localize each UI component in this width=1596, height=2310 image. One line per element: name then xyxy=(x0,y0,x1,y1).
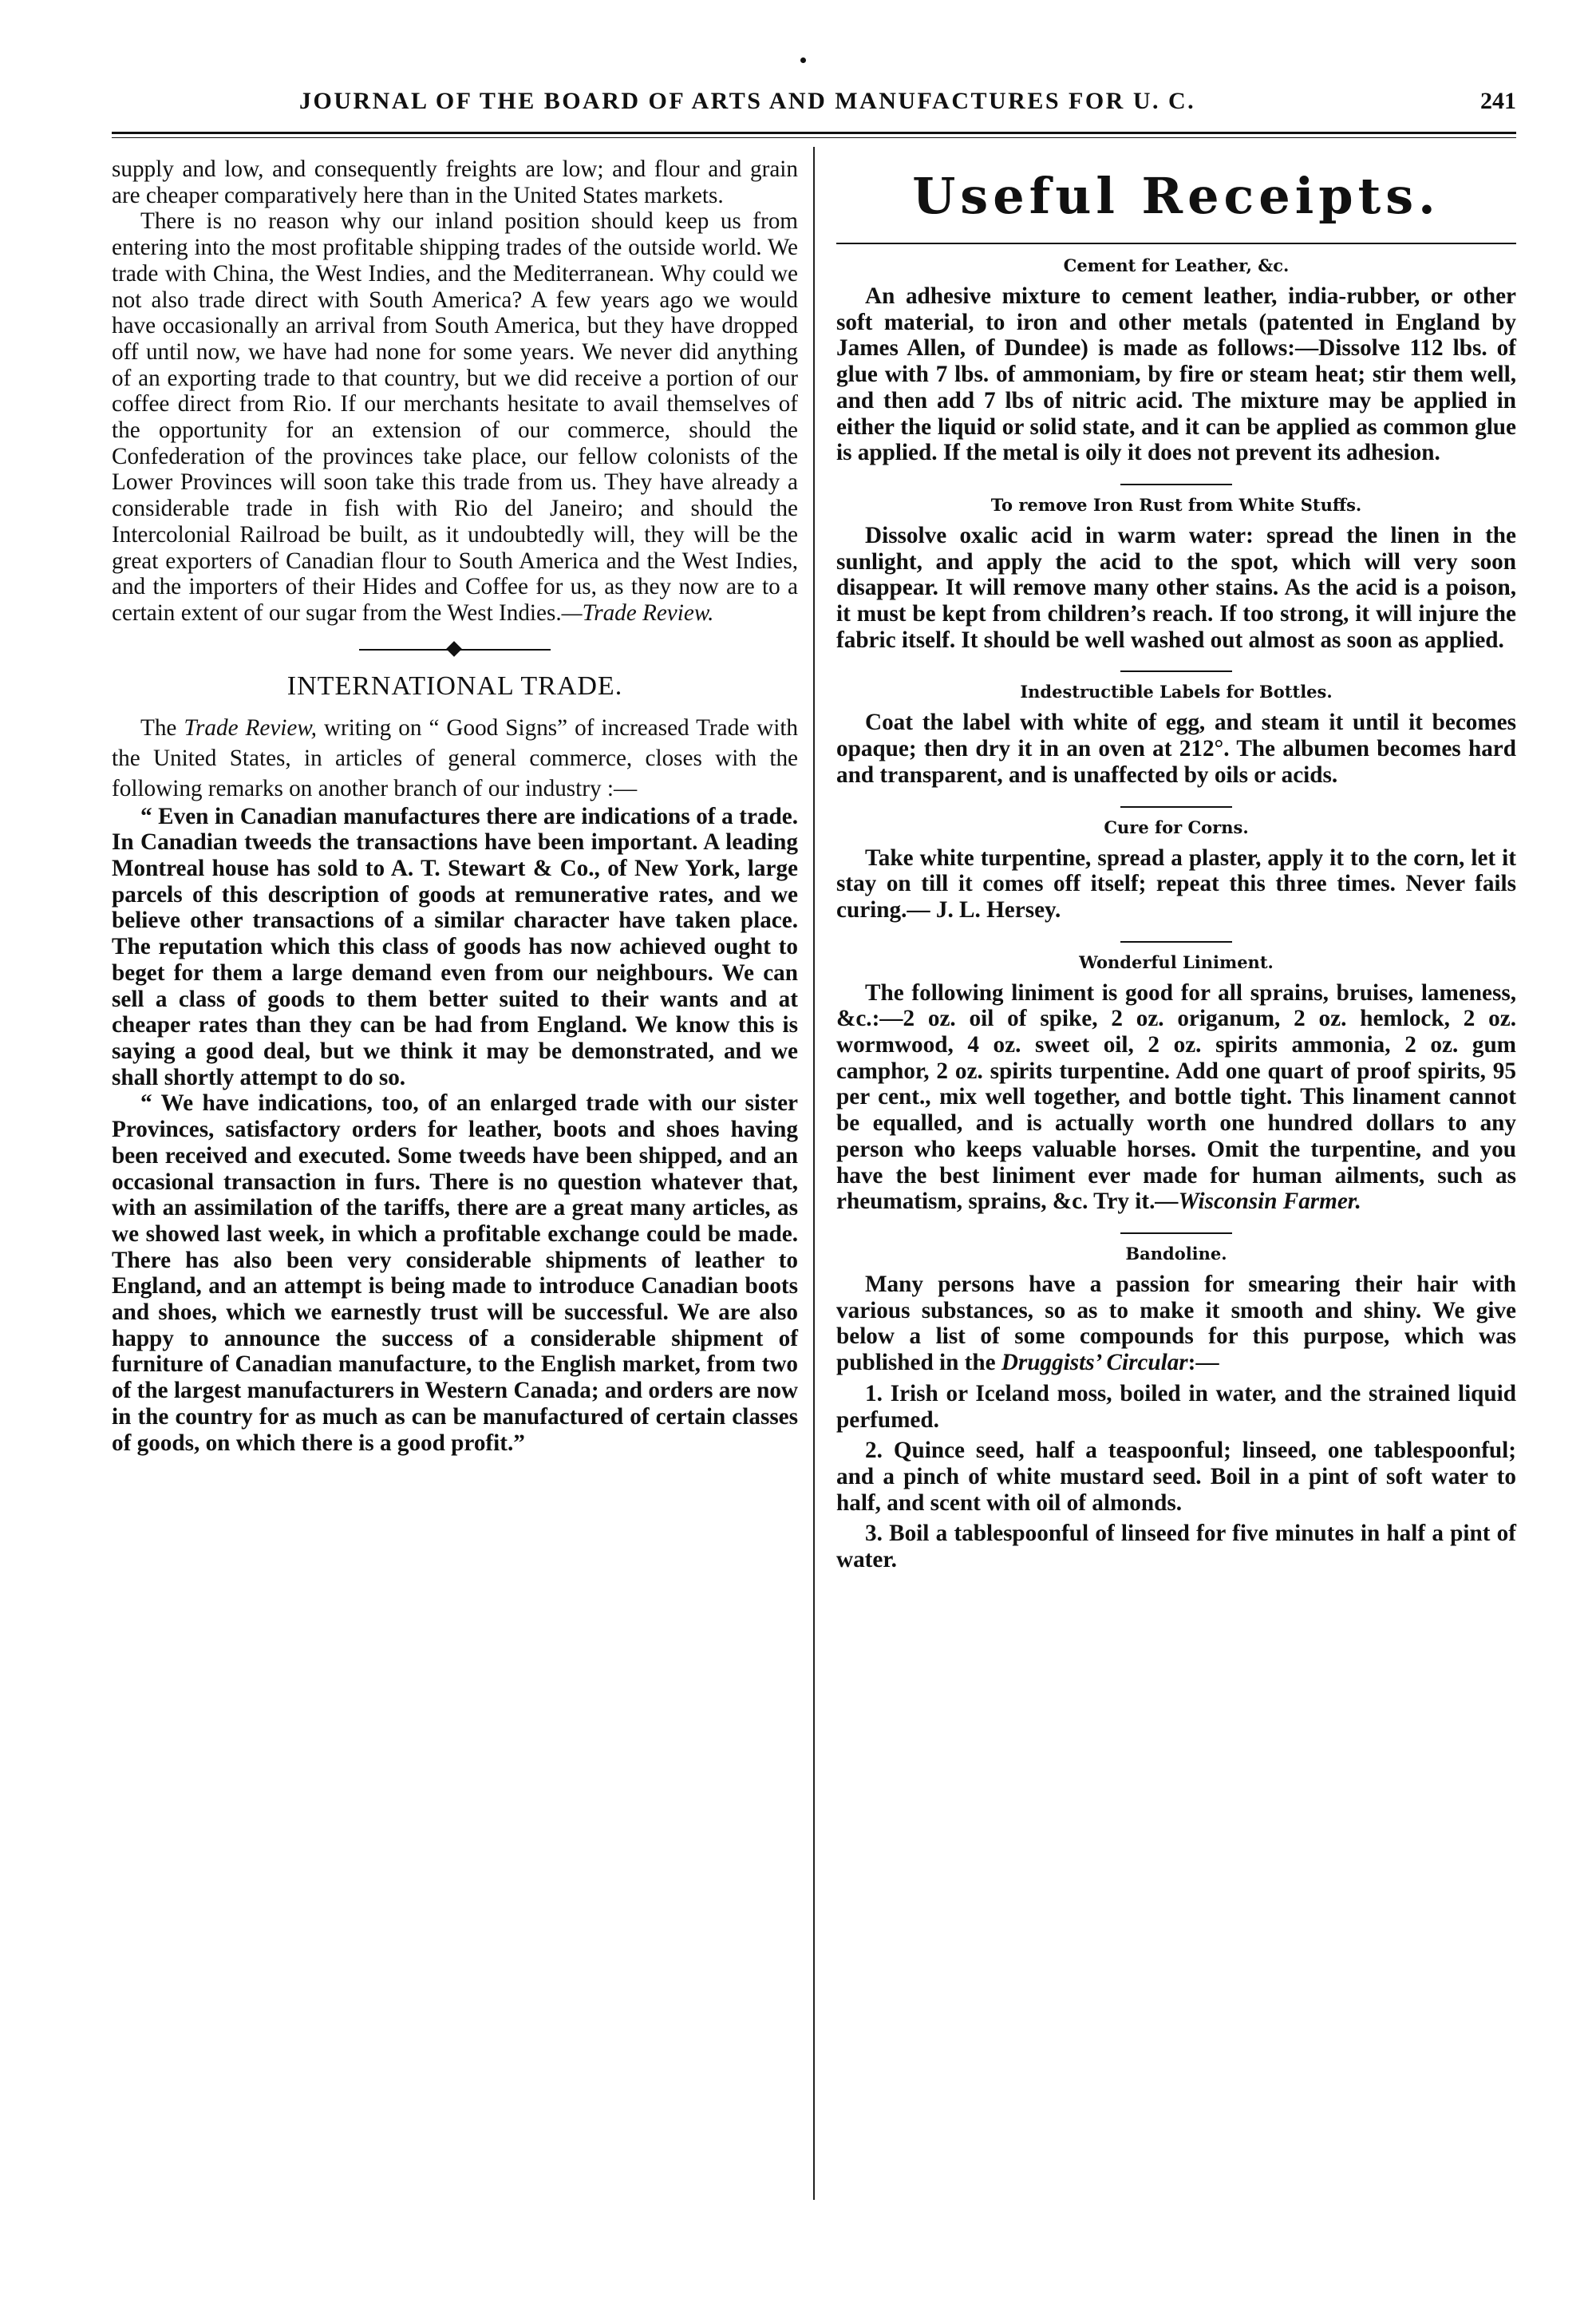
recipe-title: Wonderful Liniment. xyxy=(1079,951,1274,972)
bandoline-list-item: 1. Irish or Iceland moss, boiled in water, and the strained liquid perfumed. xyxy=(836,1380,1516,1433)
quote-paragraph: “ Even in Canadian manufactures there are indications of a trade. In Canadian tweeds the transactions have been important. A leading Montreal house has sold to A. T. Stewart & Co., of New York, large parcels of this description of goods at remunerative rates, and we believe other transactions of a similar character have taken place. The reputation which this class of goods has now achieved ought to beget for them a large demand even from our neighbours. We can sell a class of goods to them better suited to their wants and at cheaper rates than they can be had from England. We know this is saying a good deal, but we think it may be demonstrated, and we shall shortly attempt to do so. xyxy=(112,803,798,1090)
recipe-divider xyxy=(1120,806,1232,808)
intro-paragraph xyxy=(112,713,798,804)
section-heading: INTERNATIONAL TRADE. xyxy=(286,670,623,701)
right-column xyxy=(836,156,1516,1573)
recipe-text: Coat the label with white of egg, and steam it until it becomes opaque; then dry it in an oven at 212°. The albumen becomes hard and transparent, and is unaffected by oils or acids. xyxy=(836,710,1516,788)
ornament-diamond-icon xyxy=(446,641,462,657)
recipe-text xyxy=(836,980,1516,1215)
recipe-title: Indestructible Labels for Bottles. xyxy=(1020,682,1333,702)
recipe-text: Take white turpentine, spread a plaster, apply it to the corn, let it stay on till it comes off itself; repeat this three times. Never fails curing.— J. L. Hersey. xyxy=(836,844,1516,923)
recipe-text xyxy=(836,1272,1516,1376)
column-divider xyxy=(813,147,815,2200)
header-rule-thick xyxy=(112,132,1516,134)
print-speck xyxy=(800,57,806,63)
trade-paragraph-text: There is no reason why our inland position should keep us from entering into the most profitable shipping trades of the outside world. We trade with China, the West Indies, and the Mediterranean. Why could we not also trade direct with South America? A few years ago we would have occasionally an arrival from South America, but they have dropped off until now, we have had none for some years. We never did anything of an exporting trade to that country, but we did receive a portion of our coffee direct from Rio. If our merchants hesitate to avail themselves of the opportunity for an extension of our commerce, should the Confederation of the provinces take place, our fellow colonists of the Lower Provinces will soon take this trade from us. They have already a considerable trade in fish with Rio del Janeiro; and should the Intercolonial Railroad be built, as it undoubtedly will, they will be the great exporters of Canadian flour to South America and the West Indies, and the importers of their Hides and Coffee for us, as they now are to a certain extent of our sugar from the West Indies. xyxy=(112,208,798,626)
bandoline-list-item: 3. Boil a tablespoonful of linseed for five minutes in half a pint of water. xyxy=(836,1521,1516,1573)
bandoline-text: Many persons have a passion for smearing their hair with various substances, so as to make it smooth and shiny. We give below a list of some compounds for this purpose, which was published in the xyxy=(836,1271,1516,1376)
recipe-divider xyxy=(1120,484,1232,485)
recipe-title: Cure for Corns. xyxy=(1104,817,1249,837)
bandoline-italic: Druggists’ Circular xyxy=(1001,1350,1188,1376)
page-number: 241 xyxy=(1480,88,1516,114)
recipe-divider xyxy=(1120,941,1232,943)
trade-paragraph: supply and low, and consequently freights are low; and flour and grain are cheaper comparatively here than in the United States markets. xyxy=(112,156,798,208)
intro-italic: Trade Review, xyxy=(184,714,317,741)
journal-title: JOURNAL OF THE BOARD OF ARTS AND MANUFACTURES FOR U. C. xyxy=(299,88,1196,114)
recipe-title: Cement for Leather, &c. xyxy=(1063,255,1290,275)
trade-source: —Trade Review. xyxy=(561,599,714,626)
bandoline-list-item: 2. Quince seed, half a teaspoonful; linseed, one tablespoonful; and a pinch of white mustard seed. Boil in a pint of soft water to half, and scent with oil of almonds. xyxy=(836,1438,1516,1516)
masthead-rule xyxy=(836,243,1516,244)
trade-paragraph xyxy=(112,208,798,626)
intro-text: writing on “ Good Signs” of increased Trade with the United States, in articles of general commerce, closes with the following remarks on another branch of our industry :— xyxy=(112,714,799,801)
running-header xyxy=(112,88,1516,136)
liniment-source: —Wisconsin Farmer. xyxy=(1155,1189,1361,1215)
quote-paragraph: “ We have indications, too, of an enlarged trade with our sister Provinces, satisfactory orders for leather, boots and shoes having been received and executed. Some tweeds have been shipped, and an occasional transaction in furs. There is no question whatever that, with an assimilation of the tariffs, there are a great many articles, as we showed last week, in which a profitable exchange could be made. There has also been very considerable shipments of leather to England, and an attempt is being made to introduce Canadian boots and shoes, which we earnestly trust will be successful. We are also happy to announce the success of a considerable shipment of furniture of Canadian manufacture, to the English market, from two of the largest manufacturers in Western Canada; and orders are now in the country for as much as can be manufactured of certain classes of goods, on which there is a good profit.” xyxy=(112,1090,798,1456)
recipe-divider xyxy=(1120,1232,1232,1234)
recipe-text: Dissolve oxalic acid in warm water: spread the linen in the sunlight, and apply the acid to the spot, which will very soon disappear. It will remove many other stains. As the acid is a poison, it must be kept from children’s reach. If too strong, it will injure the fabric itself. It should be well washed out almost as soon as applied. xyxy=(836,522,1516,653)
recipe-title: Bandoline. xyxy=(1125,1243,1227,1264)
section-masthead: Useful Receipts. xyxy=(912,167,1440,225)
recipe-divider xyxy=(1120,670,1232,672)
header-rule-thin xyxy=(112,137,1516,138)
recipe-text: An adhesive mixture to cement leather, india-rubber, or other soft material, to iron and other metals (patented in England by James Allen, of Dundee) is made as follows:—Dissolve 112 lbs. of glue with 7 lbs. of ammoniam, by fire or steam heat; stir them well, and then add 7 lbs of nitric acid. The mixture may be applied in either the liquid or solid state, and it can be applied as common glue is applied. If the metal is oily it does not prevent its adhesion. xyxy=(836,283,1516,466)
bandoline-text: :— xyxy=(1187,1350,1219,1376)
recipe-title: To remove Iron Rust from White Stuffs. xyxy=(990,494,1362,515)
intro-text: The xyxy=(140,714,177,741)
section-ornament xyxy=(359,639,551,660)
left-column xyxy=(112,156,798,1456)
liniment-text: The following liniment is good for all sprains, bruises, lameness, &c.:—2 oz. oil of spike, 2 oz. origanum, 2 oz. hemlock, 2 oz. wormwood, 4 oz. sweet oil, 2 oz. spirits ammonia, 2 oz. gum camphor, 2 oz. spirits turpentine. Add one quart of proof spirits, 95 per cent., mix well together, and bottle tight. This linament cannot be equalled, and is actually worth one hundred dollars to any person who keeps valuable horses. Omit the turpentine, and you have the best liniment ever made for human ailments, such as rheumatism, sprains, &c. Try it. xyxy=(836,979,1516,1215)
